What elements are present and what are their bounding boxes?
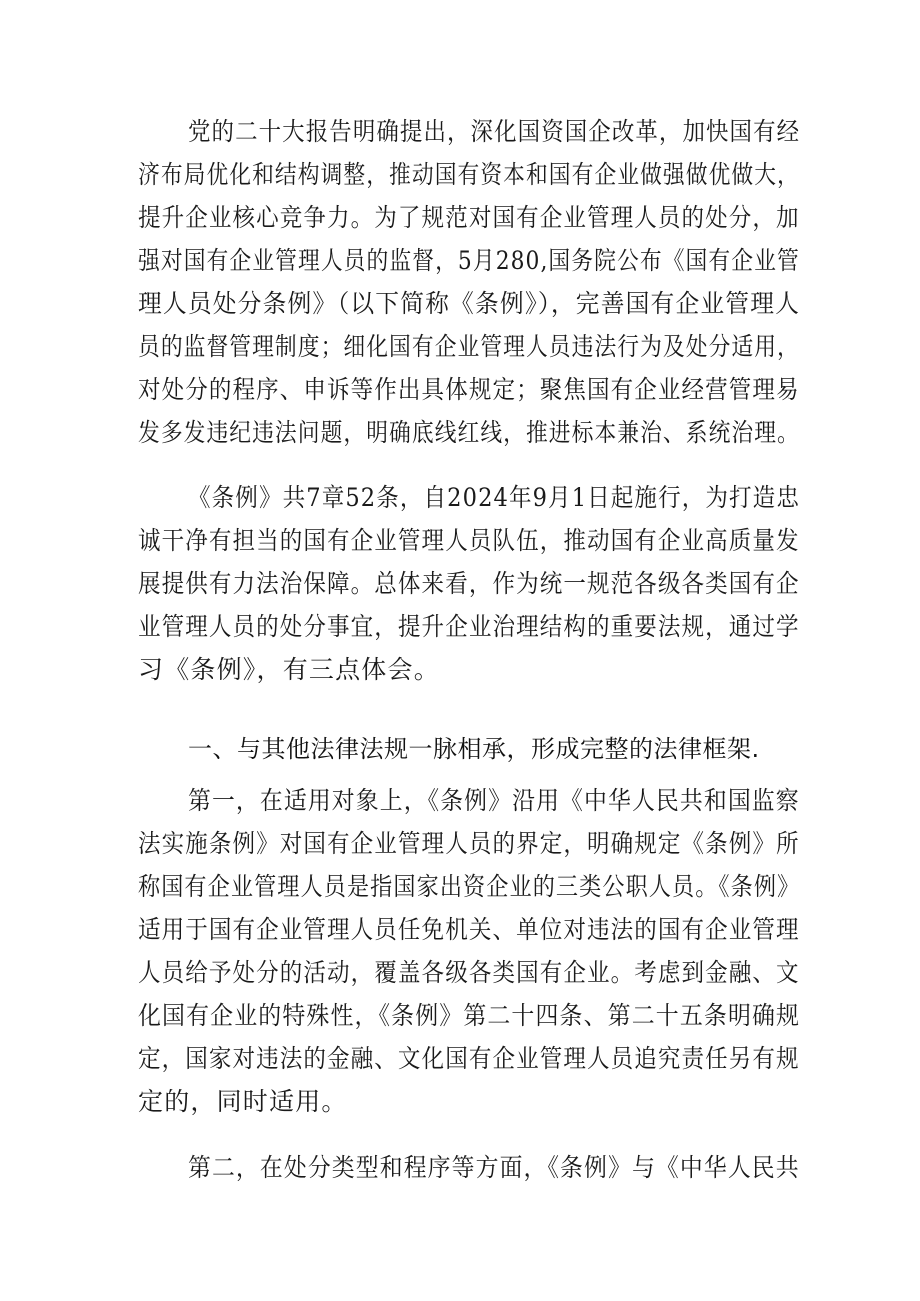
paragraph-line: 员的监督管理制度；细化国有企业管理人员违法行为及处分适用， xyxy=(138,332,800,361)
paragraph-line: 适用于国有企业管理人员任免机关、单位对违法的国有企业管理 xyxy=(138,915,800,944)
paragraph-line: 业管理人员的处分事宜，提升企业治理结构的重要法规，通过学 xyxy=(138,612,800,641)
paragraph-line: 强对国有企业管理人员的监督，5月280,国务院公布《国有企业管 xyxy=(138,246,800,275)
paragraph-line: 对处分的程序、申诉等作出具体规定；聚焦国有企业经营管理易 xyxy=(138,375,800,404)
paragraph-line: 诚干净有担当的国有企业管理人员队伍，推动国有企业高质量发 xyxy=(138,526,800,555)
paragraph-line: 定，国家对违法的金融、文化国有企业管理人员追究责任另有规 xyxy=(138,1044,800,1073)
paragraph-line: 党的二十大报告明确提出，深化国资国企改革，加快国有经 xyxy=(188,117,801,146)
paragraph-line: 化国有企业的特殊性，《条例》第二十四条、第二十五条明确规 xyxy=(138,1001,801,1030)
paragraph-line: 称国有企业管理人员是指国家出资企业的三类公职人员。《条例》 xyxy=(138,872,801,901)
paragraph-line: 定的，同时适用。 xyxy=(138,1087,348,1116)
paragraph-line: 发多发违纪违法问题，明确底线红线，推进标本兼治、系统治理。 xyxy=(138,418,800,447)
paragraph-line: 法实施条例》对国有企业管理人员的界定，明确规定《条例》所 xyxy=(138,829,800,858)
paragraph-line: 第二，在处分类型和程序等方面，《条例》与《中华人民共 xyxy=(188,1153,800,1182)
section-heading: 一、与其他法律法规一脉相承，形成完整的法律框架. xyxy=(188,735,760,763)
paragraph-line: 提升企业核心竞争力。为了规范对国有企业管理人员的处分，加 xyxy=(138,203,800,232)
paragraph-line: 济布局优化和结构调整，推动国有资本和国有企业做强做优做大， xyxy=(138,160,800,189)
paragraph-line: 习《条例》，有三点体会。 xyxy=(138,655,440,684)
paragraph-line: 《条例》共7章52条，自2024年9月1日起施行，为打造忠 xyxy=(188,483,801,512)
paragraph-line: 人员给予处分的活动，覆盖各级各类国有企业。考虑到金融、文 xyxy=(138,958,800,987)
paragraph-line: 理人员处分条例》（以下简称《条例》），完善国有企业管理人 xyxy=(138,289,801,318)
paragraph-line: 展提供有力法治保障。总体来看，作为统一规范各级各类国有企 xyxy=(138,569,800,598)
paragraph-line: 第一，在适用对象上，《条例》沿用《中华人民共和国监察 xyxy=(188,786,800,815)
